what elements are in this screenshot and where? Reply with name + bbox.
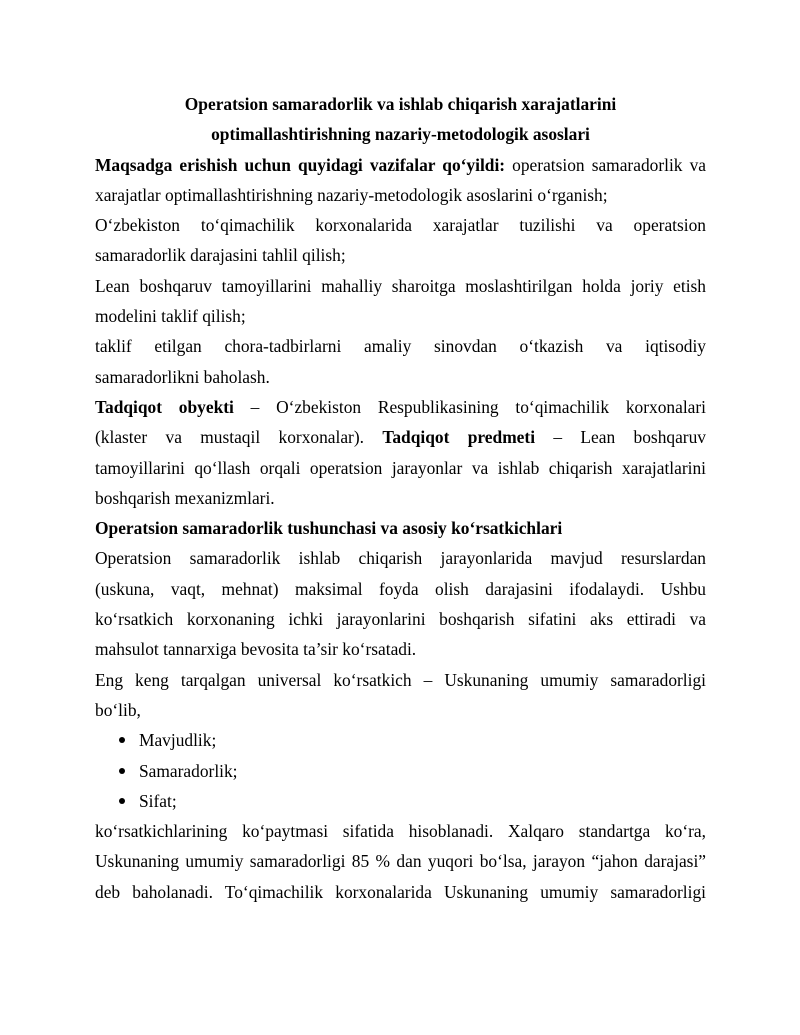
object-line-1 <box>95 392 706 422</box>
bullet-text: Sifat; <box>139 790 177 811</box>
object-label: Tadqiqot obyekti <box>95 396 234 417</box>
p3-line-2: Uskunaning umumiy samaradorligi 85 % dan yuqori bo‘lsa, jarayon “jahon darajasi” <box>95 851 706 872</box>
bullet-text: Mavjudlik; <box>139 730 217 751</box>
object-line-3: tamoyillarini qo‘llash orqali operatsion jarayonlar va ishlab chiqarish xarajatlarini <box>95 457 706 478</box>
goals-line-8: samaradorlikni baholash. <box>95 366 270 387</box>
bullet-icon <box>119 768 125 774</box>
p1-line-4: mahsulot tannarxiga bevosita ta’sir ko‘rsatadi. <box>95 639 417 660</box>
object-line-2 <box>95 422 706 452</box>
p1-line-1: Operatsion samaradorlik ishlab chiqarish jarayonlarida mavjud resurslardan <box>95 548 706 569</box>
object-text-2a: (klaster va mustaqil korxonalar). <box>95 427 383 448</box>
p2-line-2: bo‘lib, <box>95 699 141 720</box>
bullet-icon <box>119 798 125 804</box>
p2-line-1: Eng keng tarqalgan universal ko‘rsatkich – Uskunaning umumiy samaradorligi <box>95 669 706 690</box>
bullet-item <box>95 786 706 816</box>
goals-line-6: modelini taklif qilish; <box>95 306 246 327</box>
title-line-2: optimallashtirishning nazariy-metodologik asoslari <box>211 124 590 145</box>
p3-line-1: ko‘rsatkichlarining ko‘paytmasi sifatida hisoblanadi. Xalqaro standartga ko‘ra, <box>95 821 706 842</box>
bullet-icon <box>119 737 125 743</box>
section-heading: Operatsion samaradorlik tushunchasi va asosiy ko‘rsatkichlari <box>95 518 563 539</box>
object-text-2b: – Lean boshqaruv <box>535 427 706 448</box>
subject-label: Tadqiqot predmeti <box>382 427 536 448</box>
goals-lead: Maqsadga erishish uchun quyidagi vazifalar qo‘yildi: <box>95 154 506 175</box>
bullet-text: Samaradorlik; <box>139 760 238 781</box>
p1-line-2: (uskuna, vaqt, mehnat) maksimal foyda olish darajasini ifodalaydi. Ushbu <box>95 578 706 599</box>
bullet-item <box>95 725 706 755</box>
p1-line-3: ko‘rsatkich korxonaning ichki jarayonlarini boshqarish sifatini aks ettiradi va <box>95 609 706 630</box>
goals-lead-rest: operatsion samaradorlik va <box>505 154 706 175</box>
goals-line-2: xarajatlar optimallashtirishning nazariy-metodologik asoslarini o‘rganish; <box>95 184 608 205</box>
goals-line-5: Lean boshqaruv tamoyillarini mahalliy sharoitga moslashtirilgan holda joriy etish <box>95 275 706 296</box>
object-line-4: boshqarish mexanizmlari. <box>95 487 275 508</box>
title-line-1: Operatsion samaradorlik va ishlab chiqarish xarajatlarini <box>184 94 617 114</box>
document-page <box>95 89 706 907</box>
goals-line-3: O‘zbekiston to‘qimachilik korxonalarida xarajatlar tuzilishi va operatsion <box>95 215 706 236</box>
goals-line-7: taklif etilgan chora-tadbirlarni amaliy sinovdan o‘tkazish va iqtisodiy <box>95 336 706 357</box>
p3-line-3: deb baholanadi. To‘qimachilik korxonalarida Uskunaning umumiy samaradorligi <box>95 881 706 902</box>
goals-line-4: samaradorlik darajasini tahlil qilish; <box>95 245 346 266</box>
goals-line-1 <box>95 150 706 180</box>
object-text-1: – O‘zbekiston Respublikasining to‘qimachilik korxonalari <box>233 396 706 417</box>
bullet-item <box>95 756 706 786</box>
